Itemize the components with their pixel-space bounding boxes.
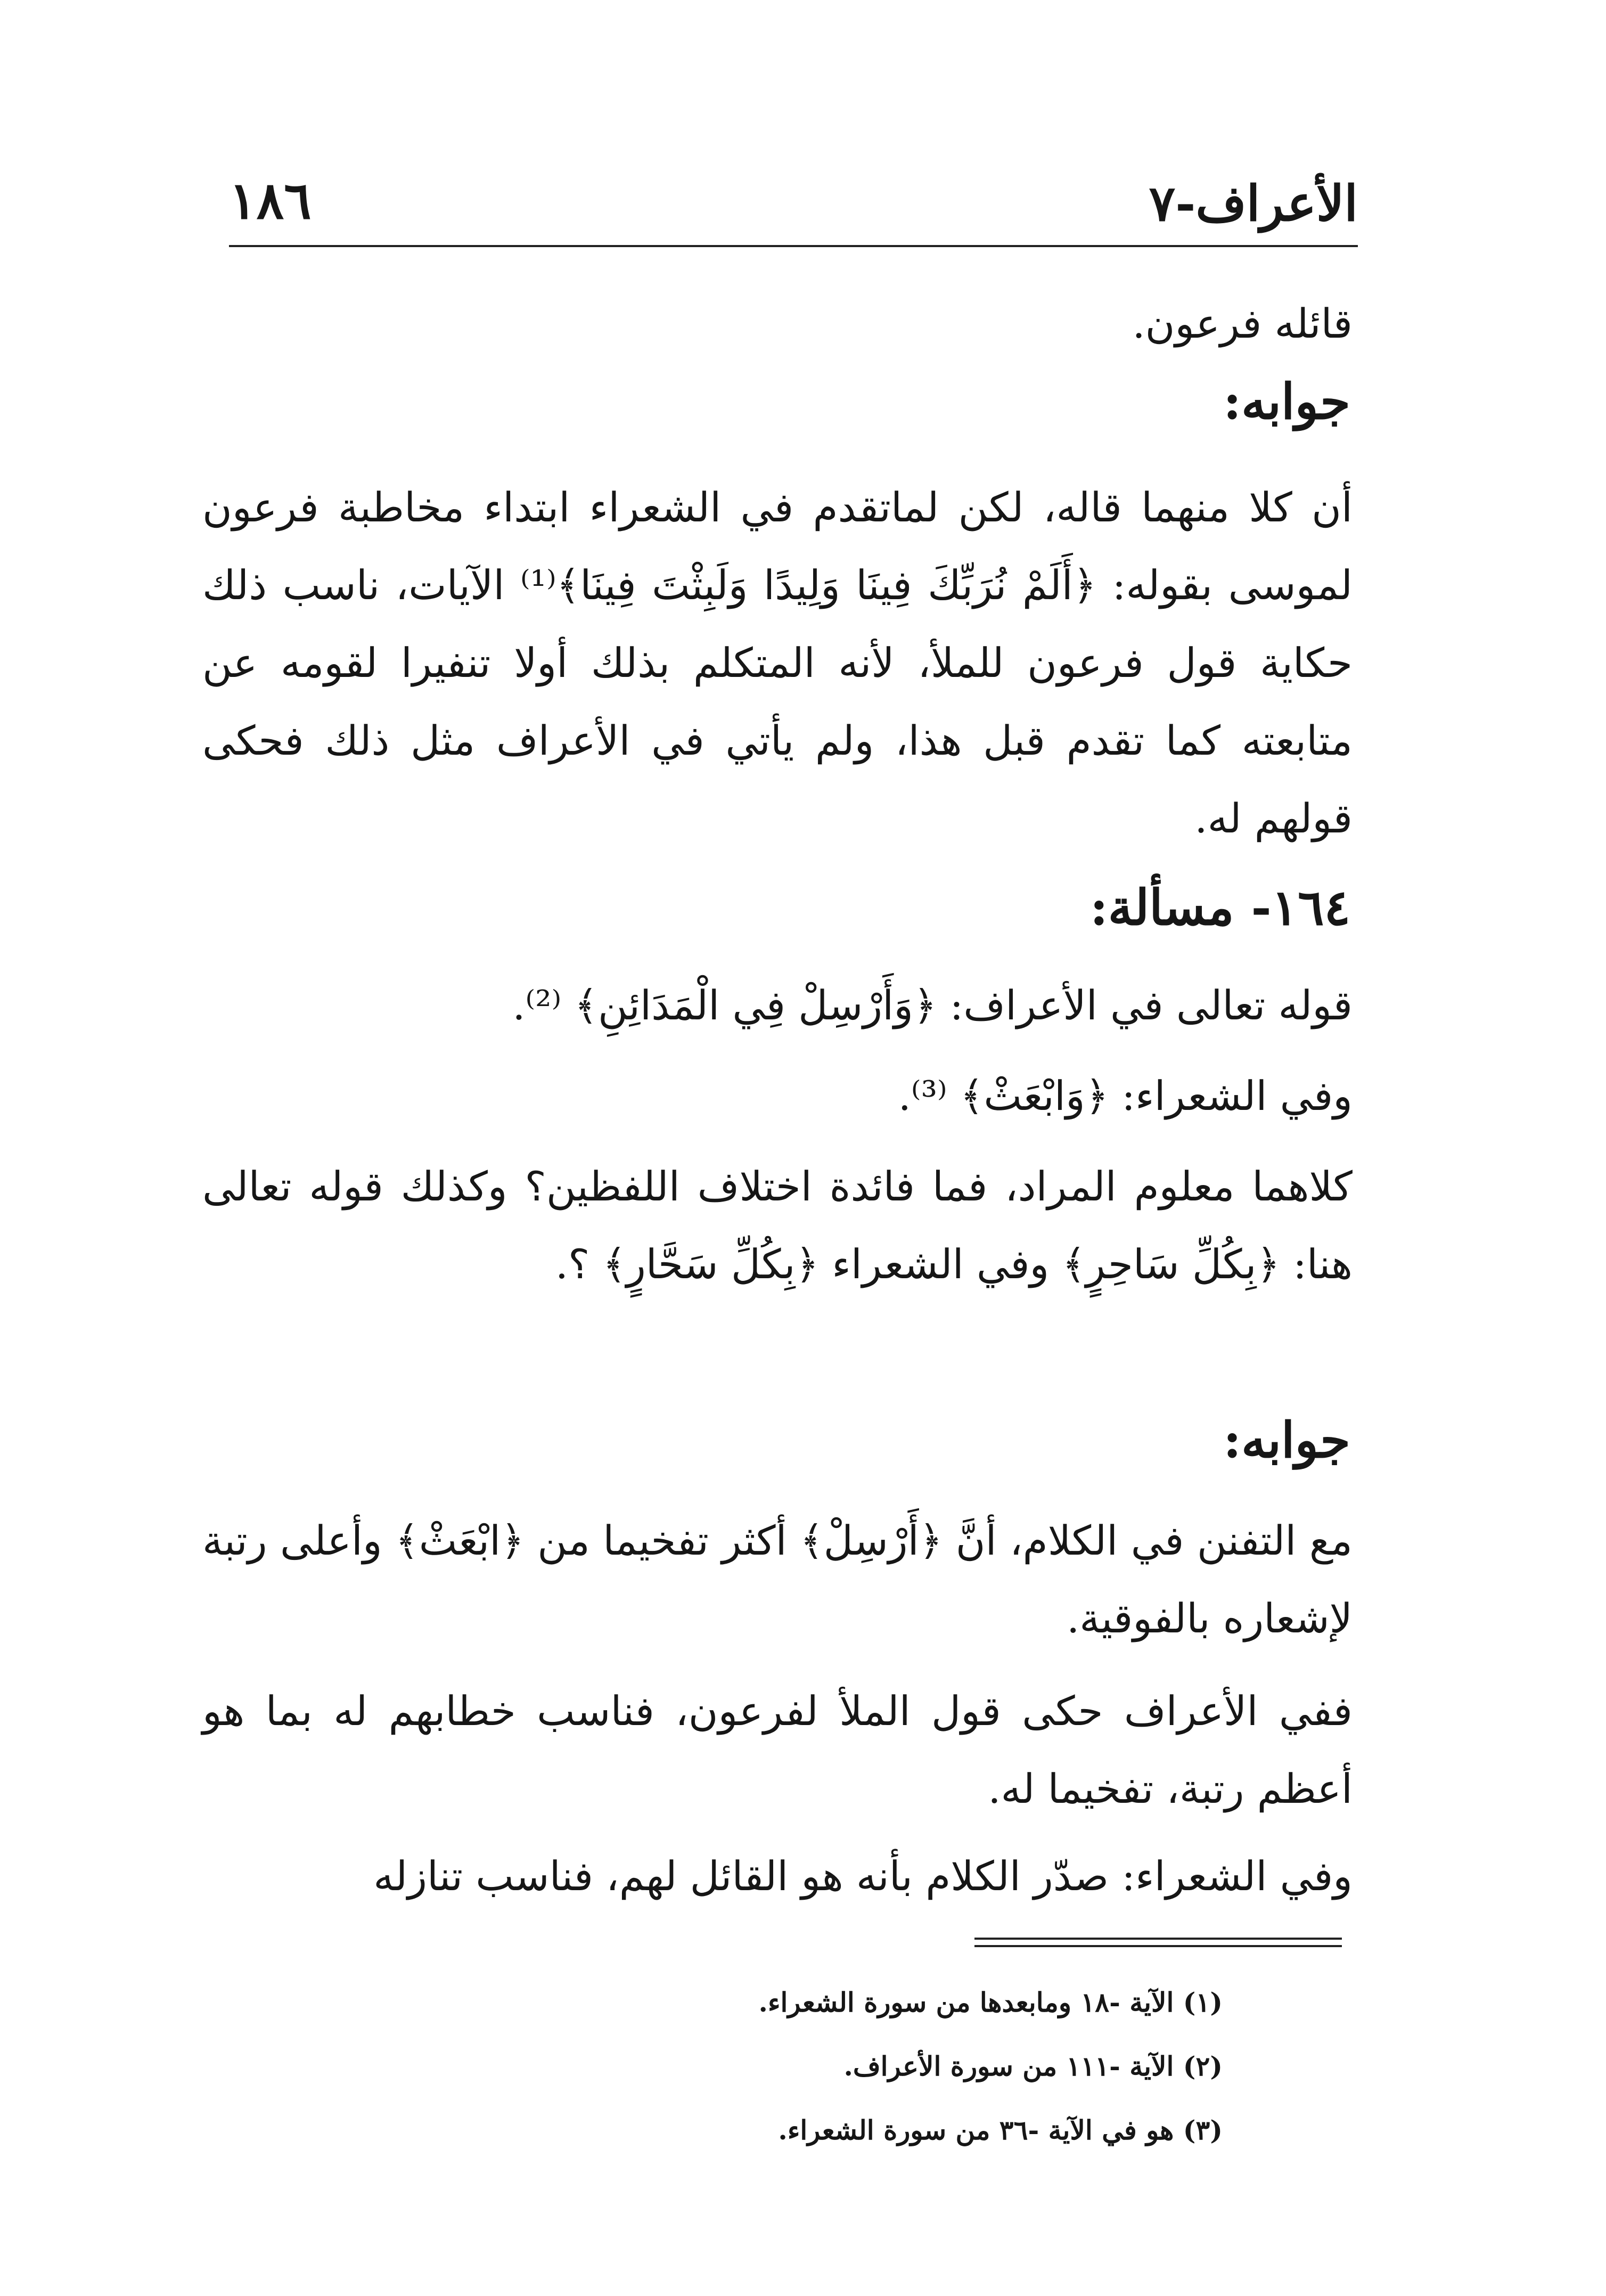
surah-title: الأعراف-٧ <box>1149 175 1358 232</box>
answer-2-paragraph-3: وفي الشعراء: صدّر الكلام بأنه هو القائل لهم، فناسب تنازله <box>373 1852 1353 1900</box>
footnote-rule-2 <box>974 1945 1342 1947</box>
header-rule <box>229 245 1358 247</box>
footnote-1: (١) الآية -١٨ ومابعدها من سورة الشعراء. <box>758 1987 1223 2018</box>
question-heading: ١٦٤- مسألة: <box>1089 879 1350 936</box>
answer-1-paragraph: أن كلا منهما قاله، لكن لماتقدم في الشعراء ابتداء مخاطبة فرعون لموسى بقوله: ﴿أَلَمْ نُرَبِّكَ فِينَا وَلِيدًا وَلَبِثْتَ فِينَا﴾⁽¹⁾ الآيات، ناسب ذلك حكاية قول فرعون للملأ، لأنه المتكلم بذلك أولا تنفيرا لقومه عن متابعته كما تقدم قبل هذا، ولم يأتي في الأعراف مثل ذلك فحكى قولهم له. <box>202 484 1353 842</box>
footnote-3: (٣) هو في الآية -٣٦ من سورة الشعراء. <box>778 2114 1223 2146</box>
question-line-2: وفي الشعراء: ﴿وَابْعَثْ﴾ ⁽³⁾. <box>898 1072 1353 1120</box>
answer-2-paragraph-2: ففي الأعراف حكى قول الملأ لفرعون، فناسب خطابهم له بما هو أعظم رتبة، تفخيما له. <box>202 1687 1353 1812</box>
question-paragraph: كلاهما معلوم المراد، فما فائدة اختلاف اللفظين؟ وكذلك قوله تعالى هنا: ﴿بِكُلِّ سَاحِرٍ﴾ وفي الشعراء ﴿بِكُلِّ سَحَّارٍ﴾ ؟. <box>202 1163 1353 1288</box>
answer-heading-1: جوابه: <box>1223 373 1350 430</box>
footnote-2: (٢) الآية -١١١ من سورة الأعراف. <box>843 2050 1223 2082</box>
intro-line-text: قائله فرعون. <box>1132 300 1353 347</box>
footnote-rule-1 <box>974 1938 1342 1940</box>
page-header <box>229 170 1358 245</box>
footnotes <box>317 1971 1223 2162</box>
answer-2-paragraph-1: مع التفنن في الكلام، أنَّ ﴿أَرْسِلْ﴾ أكثر تفخيما من ﴿ابْعَثْ﴾ وأعلى رتبة لإشعاره بالفوقية. <box>202 1517 1353 1642</box>
answer-heading-2: جوابه: <box>1223 1411 1350 1469</box>
question-line-1: قوله تعالى في الأعراف: ﴿وَأَرْسِلْ فِي الْمَدَائِنِ﴾ ⁽²⁾. <box>512 982 1353 1029</box>
page-number: ١٨٦ <box>229 170 312 231</box>
